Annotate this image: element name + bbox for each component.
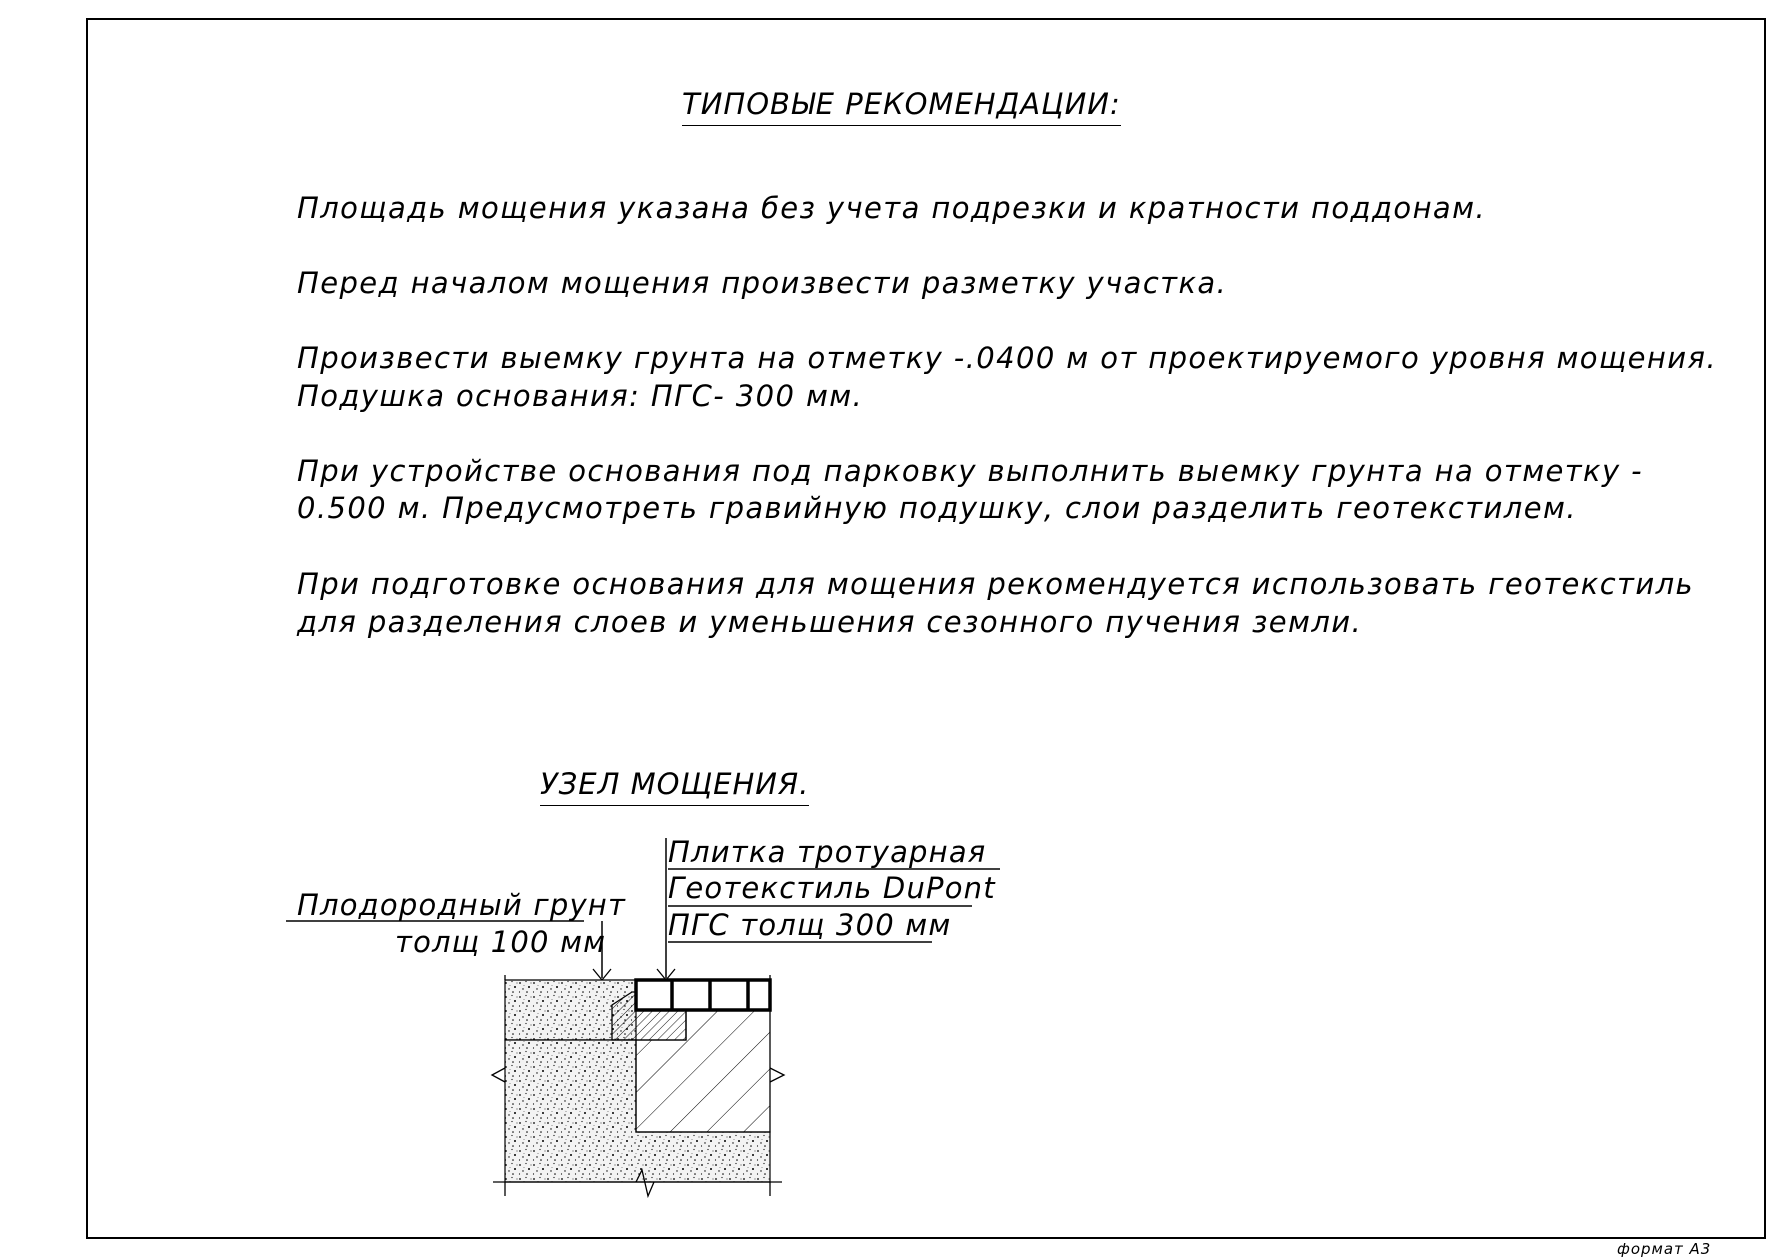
soil-label: Плодородный грунт xyxy=(297,888,627,922)
recommendation-line: Площадь мощения указана без учета подрезки и кратности поддонам. xyxy=(297,191,1486,225)
recommendation-line: При подготовке основания для мощения рекомендуется использовать геотекстиль xyxy=(297,567,1695,601)
break-mark-left xyxy=(492,1068,505,1082)
tile-label: Плитка тротуарная xyxy=(668,835,987,869)
recommendation-line: Произвести выемку грунта на отметку -.0400 м от проектируемого уровня мощения. xyxy=(297,341,1717,375)
geotextile-label: Геотекстиль DuPont xyxy=(668,871,996,905)
sheet-format-label: формат А3 xyxy=(1617,1240,1712,1258)
recommendation-line: При устройстве основания под парковку выполнить выемку грунта на отметку - xyxy=(297,454,1643,488)
detail-title: УЗЕЛ МОЩЕНИЯ. xyxy=(540,770,809,806)
paving-tile-row xyxy=(636,980,770,1010)
recommendation-line: 0.500 м. Предусмотреть гравийную подушку, слои разделить геотекстилем. xyxy=(297,491,1577,525)
gravel-label: ПГС толщ 300 мм xyxy=(668,908,952,942)
recommendation-line: Перед началом мощения произвести разметку участка. xyxy=(297,266,1228,300)
recommendation-line: для разделения слоев и уменьшения сезонного пучения земли. xyxy=(297,605,1363,639)
soil-thickness-label: толщ 100 мм xyxy=(395,925,607,959)
break-mark-right xyxy=(770,1068,784,1082)
recommendation-line: Подушка основания: ПГС- 300 мм. xyxy=(297,379,864,413)
page-title: ТИПОВЫЕ РЕКОМЕНДАЦИИ: xyxy=(682,90,1121,126)
